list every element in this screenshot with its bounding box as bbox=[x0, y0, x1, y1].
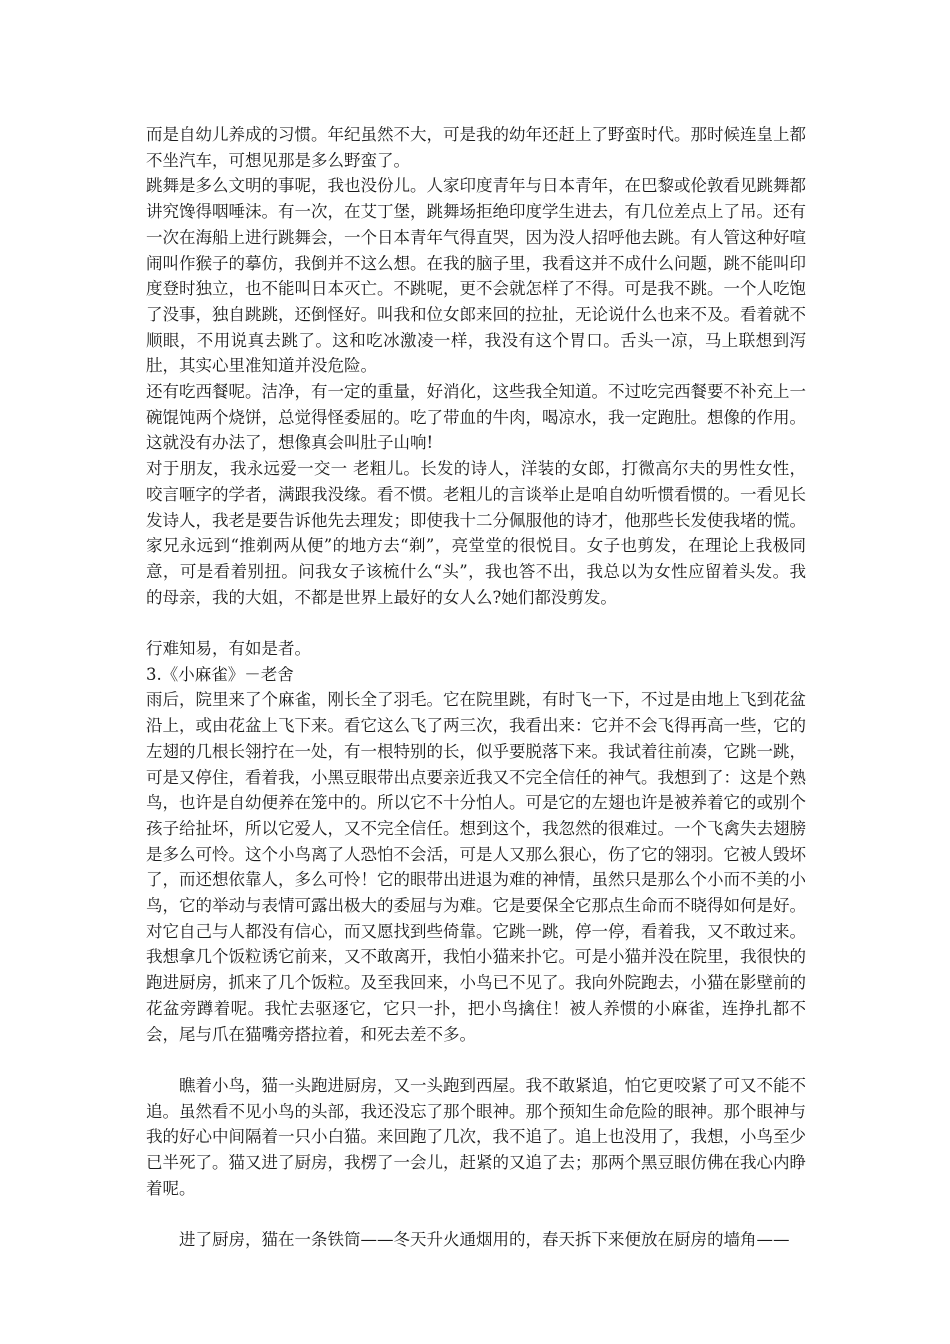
paragraph-chase: 瞧着小鸟，猫一头跑进厨房，又一头跑到西屋。我不敢紧追，怕它更咬紧了可又不能不追。虽然看不见小鸟的头部，我还没忘了那个眼神。那个预知生命危险的眼神。那个眼神与我的好心中间隔着一只小白猫。来回跑了几次，我不追了。追上也没用了，我想，小鸟至少已半死了。猫又进了厨房，我楞了一会儿，赶紧的又追了去；那两个黑豆眼仿佛在我心内睁着呢。 bbox=[146, 1075, 806, 1198]
paragraph-conclusion: 行难知易，有如是者。 bbox=[146, 639, 311, 659]
blank-line bbox=[146, 1202, 806, 1228]
paragraph-kitchen: 进了厨房，猫在一条铁筒——冬天升火通烟用的，春天拆下来便放在厨房的墙角—— bbox=[179, 1230, 790, 1250]
paragraph-dancing: 跳舞是多么文明的事呢，我也没份儿。人家印度青年与日本青年，在巴黎或伦敦看见跳舞都讲究馋得咽唾沫。有一次，在艾丁堡，跳舞场拒绝印度学生进去，有几位差点上了吊。还有一次在海船上进行跳舞会，一个日本青年气得直哭，因为没人招呼他去跳。有人管这种好喧闹叫作猴子的摹仿，我倒并不这么想。在我的脑子里，我看这并不成什么问题，跳不能叫印度登时独立，也不能叫日本灭亡。不跳呢，更不会就怎样了不得。可是我不跳。一个人吃饱了没事，独自跳跳，还倒怪好。叫我和位女郎来回的拉扯，无论说什么也来不及。看着就不顺眼，不用说真去跳了。这和吃冰激凌一样，我没有这个胃口。舌头一凉，马上联想到泻肚，其实心里准知道并没危险。 bbox=[146, 176, 806, 376]
document-body bbox=[146, 122, 806, 1253]
paragraph-habit: 而是自幼儿养成的习惯。年纪虽然不大，可是我的幼年还赶上了野蛮时代。那时候连皇上都不坐汽车，可想见那是多么野蛮了。 bbox=[146, 125, 806, 170]
section-heading: 3.《小麻雀》－老舍 bbox=[146, 664, 294, 684]
paragraph-friends: 对于朋友，我永远爱一交一 老粗儿。长发的诗人，洋装的女郎，打微高尔夫的男性女性，咬言咂字的学者，满跟我没缘。看不惯。老粗儿的言谈举止是咱自幼听惯看惯的。一看见长发诗人，我老是要告诉他先去理发；即使我十二分佩服他的诗才，他那些长发使我堵的慌。家兄永远到“推剃两从便”的地方去“剃”，亮堂堂的很悦目。女子也剪发，在理论上我极同意，可是看着别扭。问我女子该梳什么“头”，我也答不出，我总以为女性应留着头发。我的母亲，我的大姐，不都是世界上最好的女人么?她们都没剪发。 bbox=[146, 459, 806, 607]
paragraph-sparrow-arrives: 雨后，院里来了个麻雀，刚长全了羽毛。它在院里跳，有时飞一下，不过是由地上飞到花盆沿上，或由花盆上飞下来。看它这么飞了两三次，我看出来：它并不会飞得再高一些，它的左翅的几根长翎拧在一处，有一根特别的长，似乎要脱落下来。我试着往前凑，它跳一跳，可是又停住，看着我，小黑豆眼带出点要亲近我又不完全信任的神气。我想到了：这是个熟鸟，也许是自幼便养在笼中的。所以它不十分怕人。可是它的左翅也许是被养着它的或别个孩子给扯坏，所以它爱人，又不完全信任。想到这个，我忽然的很难过。一个飞禽失去翅膀是多么可怜。这个小鸟离了人恐怕不会活，可是人又那么狠心，伤了它的翎羽。它被人毁坏了，而还想依靠人，多么可怜！它的眼带出进退为难的神情，虽然只是那么个小而不美的小鸟，它的举动与表情可露出极大的委屈与为难。它是要保全它那点生命而不晓得如何是好。对它自己与人都没有信心，而又愿找到些倚靠。它跳一跳，停一停，看着我，又不敢过来。我想拿几个饭粒诱它前来，又不敢离开，我怕小猫来扑它。可是小猫并没在院里，我很快的跑进厨房，抓来了几个饭粒。及至我回来，小鸟已不见了。我向外院跑去，小猫在影壁前的花盆旁蹲着呢。我忙去驱逐它，它只一扑，把小鸟擒住！被人养惯的小麻雀，连挣扎都不会，尾与爪在猫嘴旁搭拉着，和死去差不多。 bbox=[146, 690, 806, 1044]
blank-line bbox=[146, 610, 806, 636]
blank-line bbox=[146, 1047, 806, 1073]
paragraph-western-food: 还有吃西餐呢。洁净，有一定的重量，好消化，这些我全知道。不过吃完西餐要不补充上一碗馄饨两个烧饼，总觉得怪委屈的。吃了带血的牛肉，喝凉水，我一定跑肚。想像的作用。这就没有办法了，想像真会叫肚子山响! bbox=[146, 382, 806, 453]
